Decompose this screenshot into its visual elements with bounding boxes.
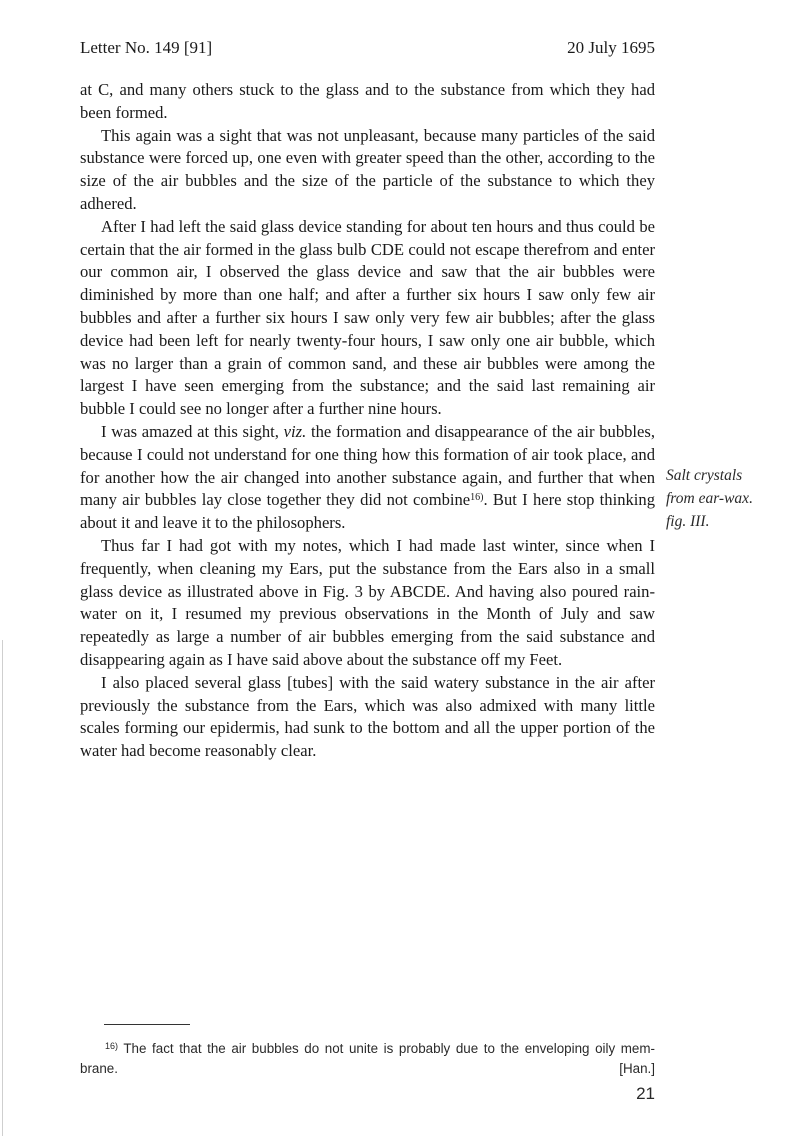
margin-note-line: fig. III.	[666, 512, 710, 530]
footnote	[80, 1039, 655, 1079]
page-number: 21	[636, 1084, 655, 1103]
header-letter-number: Letter No. 149 [91]	[80, 38, 213, 57]
footnote-text: The fact that the air bubbles do not unite is probably due to the enveloping oily mem-	[118, 1041, 655, 1056]
footnote-attribution: [Han.]	[619, 1061, 655, 1076]
paragraph-text: the formation and disappearance of the air bubbles, because I could not understand for one thing how this formation of air took place, and for another how the air changed into another substance again, and further that when many air bubbles lay close together they did not combine	[80, 421, 655, 510]
header-date: 20 July 1695	[567, 38, 655, 57]
footnote-line	[80, 1039, 655, 1059]
paragraph-text: . But I here stop thinking about it and leave it to the philosophers.	[80, 490, 655, 533]
running-header	[80, 38, 655, 62]
margin-note	[666, 465, 798, 533]
italic-abbreviation: viz.	[283, 421, 307, 441]
margin-note-line: Salt crystals	[666, 467, 743, 484]
footnote-reference: 16)	[470, 492, 484, 504]
footnote-marker: 16)	[105, 1041, 119, 1051]
paragraph-text: I was amazed at this sight,	[101, 421, 284, 441]
margin-note-line: from ear-wax.	[666, 489, 753, 507]
footnote-text: brane.	[80, 1061, 118, 1076]
footnote-line	[80, 1059, 655, 1079]
page-edge-line	[2, 640, 3, 1136]
paragraph: at C, and many others stuck to the glass and to the substance from which they had been formed.	[80, 80, 655, 122]
letter-body	[80, 79, 655, 763]
paragraph: I also placed several glass [tubes] with the said watery substance in the air after previously the substance from the Ears, which was also admixed with many little scales forming our epidermis, had sunk to the bottom and all the upper portion of the water had become reasonably clear.	[80, 672, 655, 761]
footnote-divider	[104, 1024, 190, 1025]
paragraph	[80, 421, 655, 535]
paragraph: After I had left the said glass device standing for about ten hours and thus could be certain that the air formed in the glass bulb CDE could not escape therefrom and enter our common air, I observed the glass device and saw that the air bubbles were diminished by more than one half; and after a further six hours I saw only few air bubbles and after a further six hours I saw only very few air bubbles; after the glass device had been left for nearly twenty-four hours, I saw only one air bubble, which was no larger than a grain of common sand, and these air bubbles were among the largest I have seen emerging from the substance; and the said last remaining air bubble I could see no longer after a further nine hours.	[80, 216, 655, 419]
paragraph: Thus far I had got with my notes, which I had made last winter, since when I frequently, when cleaning my Ears, put the substance from the Ears also in a small glass device as illustrated above in Fig. 3 by ABCDE. And having also poured rain-water on it, I resumed my previous observations in the Month of July and saw repeatedly as large a number of air bubbles emerging from the said substance and disappearing again as I have said above about the substance off my Feet.	[80, 535, 655, 669]
paragraph: This again was a sight that was not unpleasant, because many particles of the said substance were forced up, one even with greater speed than the other, according to the size of the air bubbles and the size of the particle of the substance to which they adhered.	[80, 125, 655, 213]
